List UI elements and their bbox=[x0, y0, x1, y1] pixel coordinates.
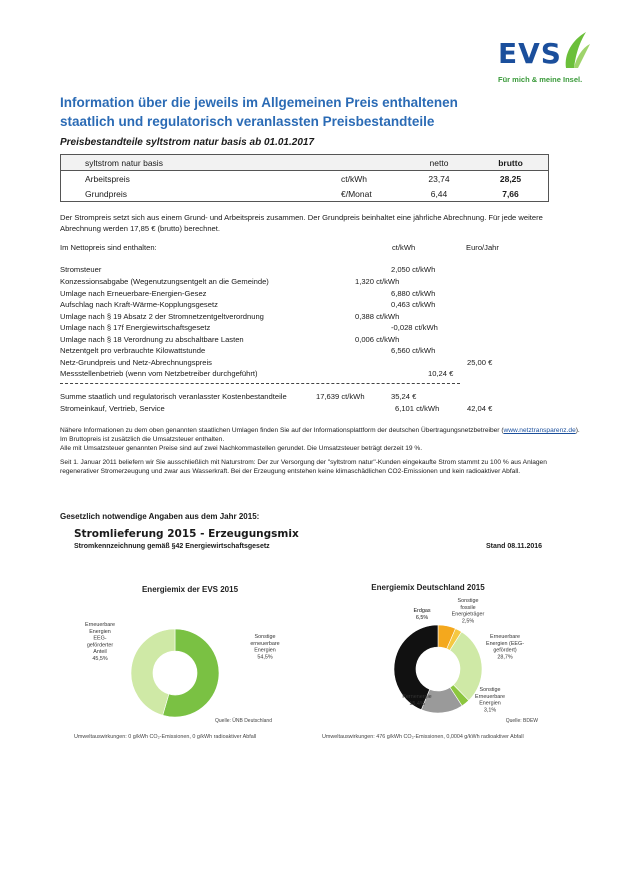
notes-block: Nähere Informationen zu dem oben genannten staatlichen Umlagen finden Sie auf der Informationsplattform der deutschen Übertragungsnetzbetreiber (www.netztransparenz.de). Im Bruttopreis ist zusätzlich die Umsatzsteuer enthalten. Alle mit Umsatzsteuer genannten Preise sind auf zwei Nachkommastellen gerundet. Die Umsatzsteuer beträgt derzeit 19 %. Seit 1. Januar 2011 beliefern wir Sie ausschließlich mit Naturstrom: Der zur Versorgung der "syltstrom natur"-Kunden eingekaufte Strom stammt zu 100 % aus Anlagen regenerativer Stromerzeugung und zwar aus Wasserkraft. Bei der Erzeugung entstehen keine klimaschädlichen CO2-Emissionen und kein radioaktiver Abfall. bbox=[60, 427, 580, 475]
chart-header-date: Stand 08.11.2016 bbox=[486, 543, 543, 550]
chart-footer: Umweltauswirkungen: 0 g/kWh CO₂-Emissionen, 0 g/kWh radioaktiver Abfall bbox=[74, 734, 257, 740]
components-col-ct: ct/kWh bbox=[392, 243, 416, 252]
slice-label: EEG- bbox=[93, 635, 107, 642]
component-label: Konzessionsabgabe (Wegenutzungsentgelt an die Gemeinde) bbox=[60, 277, 269, 286]
sum-eur: 35,24 € bbox=[391, 392, 417, 401]
sum-label: Summe staatlich und regulatorisch veranlasster Kostenbestandteile bbox=[60, 392, 287, 401]
slice-label-value: 15,4% bbox=[409, 700, 425, 707]
netztransparenz-link[interactable]: www.netztransparenz.de bbox=[503, 427, 576, 434]
price-row-netto: 6,44 bbox=[405, 186, 473, 202]
slice-label: Energien bbox=[254, 647, 276, 654]
chart-header-title: Stromlieferung 2015 - Erzeugungsmix bbox=[74, 528, 299, 540]
note-info: Nähere Informationen zu dem oben genannten staatlichen Umlagen finden Sie auf der Informationsplattform der deutschen Übertragungsnetzbetreiber bbox=[60, 427, 500, 434]
chart-header-subtitle: Stromkennzeichnung gemäß §42 Energiewirtschaftsgesetz bbox=[74, 543, 270, 550]
price-row-name: Grundpreis bbox=[61, 186, 338, 202]
slice-label: fossile bbox=[460, 604, 476, 611]
components-intro: Im Nettopreis sind enthalten: bbox=[60, 243, 157, 252]
leaf-icon bbox=[558, 28, 592, 72]
slice-label: gefördert) bbox=[493, 647, 517, 654]
component-label: Umlage nach § 18 Verordnung zu abschaltbare Lasten bbox=[60, 335, 244, 344]
price-row-brutto: 28,25 bbox=[473, 171, 549, 187]
component-value: 10,24 € bbox=[428, 369, 454, 378]
purchase-label: Stromeinkauf, Vertrieb, Service bbox=[60, 404, 165, 413]
note-vat: Im Bruttopreis ist zusätzlich die Umsatzsteuer enthalten. bbox=[60, 436, 225, 444]
chart-title: Energiemix der EVS 2015 bbox=[141, 585, 239, 594]
slice-label: Anteil bbox=[93, 649, 107, 656]
component-value: 6,560 ct/kWh bbox=[391, 346, 436, 355]
component-value: 0,463 ct/kWh bbox=[391, 300, 436, 309]
chart-footer: Umweltauswirkungen: 476 g/kWh CO₂-Emissionen, 0,0004 g/kWh radioaktiver Abfall bbox=[322, 734, 524, 740]
component-value: 0,006 ct/kWh bbox=[355, 335, 400, 344]
divider bbox=[60, 383, 460, 384]
price-row-unit: ct/kWh bbox=[341, 173, 367, 184]
slice-label-value: 43,8% bbox=[357, 658, 373, 665]
page-subtitle: Preisbestandteile syltstrom natur basis ab 01.01.2017 bbox=[60, 137, 315, 148]
slice-label: Energien (EEG- bbox=[485, 640, 525, 647]
slice-label: Erneuerbare bbox=[475, 693, 505, 700]
price-row-unit: €/Monat bbox=[337, 186, 405, 202]
components-col-eur: Euro/Jahr bbox=[466, 243, 499, 252]
slice-label: Sonstige bbox=[479, 687, 501, 693]
slice-label: Kernenergie bbox=[402, 694, 432, 700]
price-row-netto: 23,74 bbox=[428, 173, 450, 184]
component-label: Messstellenbetrieb (wenn vom Netzbetreiber durchgeführt) bbox=[60, 369, 258, 378]
price-table-head-netto: netto bbox=[405, 155, 473, 171]
slice-label: Sonstige bbox=[254, 634, 276, 640]
chart-title: Energiemix Deutschland 2015 bbox=[371, 583, 485, 592]
slice-label: erneuerbare bbox=[250, 640, 280, 647]
slice-label-value: 54,5% bbox=[257, 654, 273, 661]
component-label: Aufschlag nach Kraft-Wärme-Kopplungsgesetz bbox=[60, 300, 218, 309]
slice-label: Erdgas bbox=[413, 608, 431, 614]
section-title: Gesetzlich notwendige Angaben aus dem Jahr 2015: bbox=[60, 512, 260, 521]
slice-label-value: 28,7% bbox=[497, 654, 513, 661]
page-title: Information über die jeweils im Allgemeinen Preis enthaltenen staatlich und regulatorisch veranlassten Preisbestandteile bbox=[60, 95, 458, 129]
slice-label: Energieträger bbox=[451, 611, 485, 618]
brand-name: EVS bbox=[498, 37, 562, 70]
slice-label: Erneuerbare bbox=[490, 634, 520, 640]
generation-mix-panel bbox=[60, 526, 560, 746]
slice-label: geförderter bbox=[86, 642, 114, 649]
price-table bbox=[60, 154, 549, 202]
purchase-ct: 6,101 ct/kWh bbox=[395, 404, 440, 413]
price-table-head-brutto: brutto bbox=[473, 155, 549, 171]
slice-label: Sonstige bbox=[457, 598, 479, 604]
slice-label: Erneuerbare bbox=[85, 622, 115, 628]
price-row-name: Arbeitspreis bbox=[61, 171, 338, 187]
chart-source: Quelle: ÜNB Deutschland bbox=[215, 718, 272, 724]
note-naturstrom: Seit 1. Januar 2011 beliefern wir Sie ausschließlich mit Naturstrom: Der zur Versorgung der "syltstrom natur"-Kunden eingekaufte Strom stammt zu 100 % aus Anlagen regenerativer Stromerzeugung und zwar aus Wasserkraft. Bei der Erzeugung entstehen keine klimaschädlichen CO2-Emissionen und kein radioaktiver Abfall. bbox=[60, 458, 547, 475]
slice-label: Kohle bbox=[357, 652, 373, 658]
purchase-eur: 42,04 € bbox=[467, 404, 493, 413]
slice-label-value: 6,5% bbox=[415, 614, 429, 621]
slice-label-value: 3,1% bbox=[483, 707, 497, 714]
price-row-brutto: 7,66 bbox=[473, 186, 549, 202]
price-table-head-name: syltstrom natur basis bbox=[61, 155, 338, 171]
component-label: Umlage nach § 19 Absatz 2 der Stromnetzentgeltverordnung bbox=[60, 312, 264, 321]
component-label: Umlage nach § 17f Energiewirtschaftsgesetz bbox=[60, 323, 211, 332]
component-value: 0,388 ct/kWh bbox=[355, 312, 400, 321]
component-value: -0,028 ct/kWh bbox=[391, 323, 438, 332]
component-label: Stromsteuer bbox=[60, 265, 102, 274]
component-label: Umlage nach Erneuerbare-Energien-Gesez bbox=[60, 289, 207, 298]
slice-label-value: 45,5% bbox=[92, 656, 108, 662]
component-label: Netzentgelt pro verbrauchte Kilowattstunde bbox=[60, 346, 206, 355]
component-value: 6,880 ct/kWh bbox=[391, 289, 436, 298]
energy-mix-charts bbox=[60, 526, 560, 746]
sum-ct: 17,639 ct/kWh bbox=[316, 392, 365, 401]
chart-source: Quelle: BDEW bbox=[505, 718, 538, 724]
brand-tagline: Für mich & meine Insel. bbox=[498, 75, 583, 84]
note-info-end: ). bbox=[575, 427, 580, 434]
component-value: 1,320 ct/kWh bbox=[355, 277, 400, 286]
slice-label: Energien bbox=[479, 700, 501, 707]
slice-label-value: 2,5% bbox=[461, 618, 475, 625]
note-rounding: Alle mit Umsatzsteuer genannten Preise sind auf zwei Nachkommastellen gerundet. Die Umsatzsteuer beträgt derzeit 19 %. bbox=[60, 445, 423, 453]
pricing-explanation: Der Strompreis setzt sich aus einem Grund- und Arbeitspreis zusammen. Der Grundpreis beinhaltet eine jährliche Abrechnung. Für jede weitere Abrechnung werden 17,85 € (brutto) berechnet. bbox=[60, 213, 543, 233]
slice-label: Energien bbox=[89, 628, 111, 635]
component-value: 25,00 € bbox=[467, 358, 493, 367]
component-value: 2,050 ct/kWh bbox=[391, 265, 436, 274]
component-label: Netz-Grundpreis und Netz-Abrechnungspreis bbox=[60, 358, 212, 367]
